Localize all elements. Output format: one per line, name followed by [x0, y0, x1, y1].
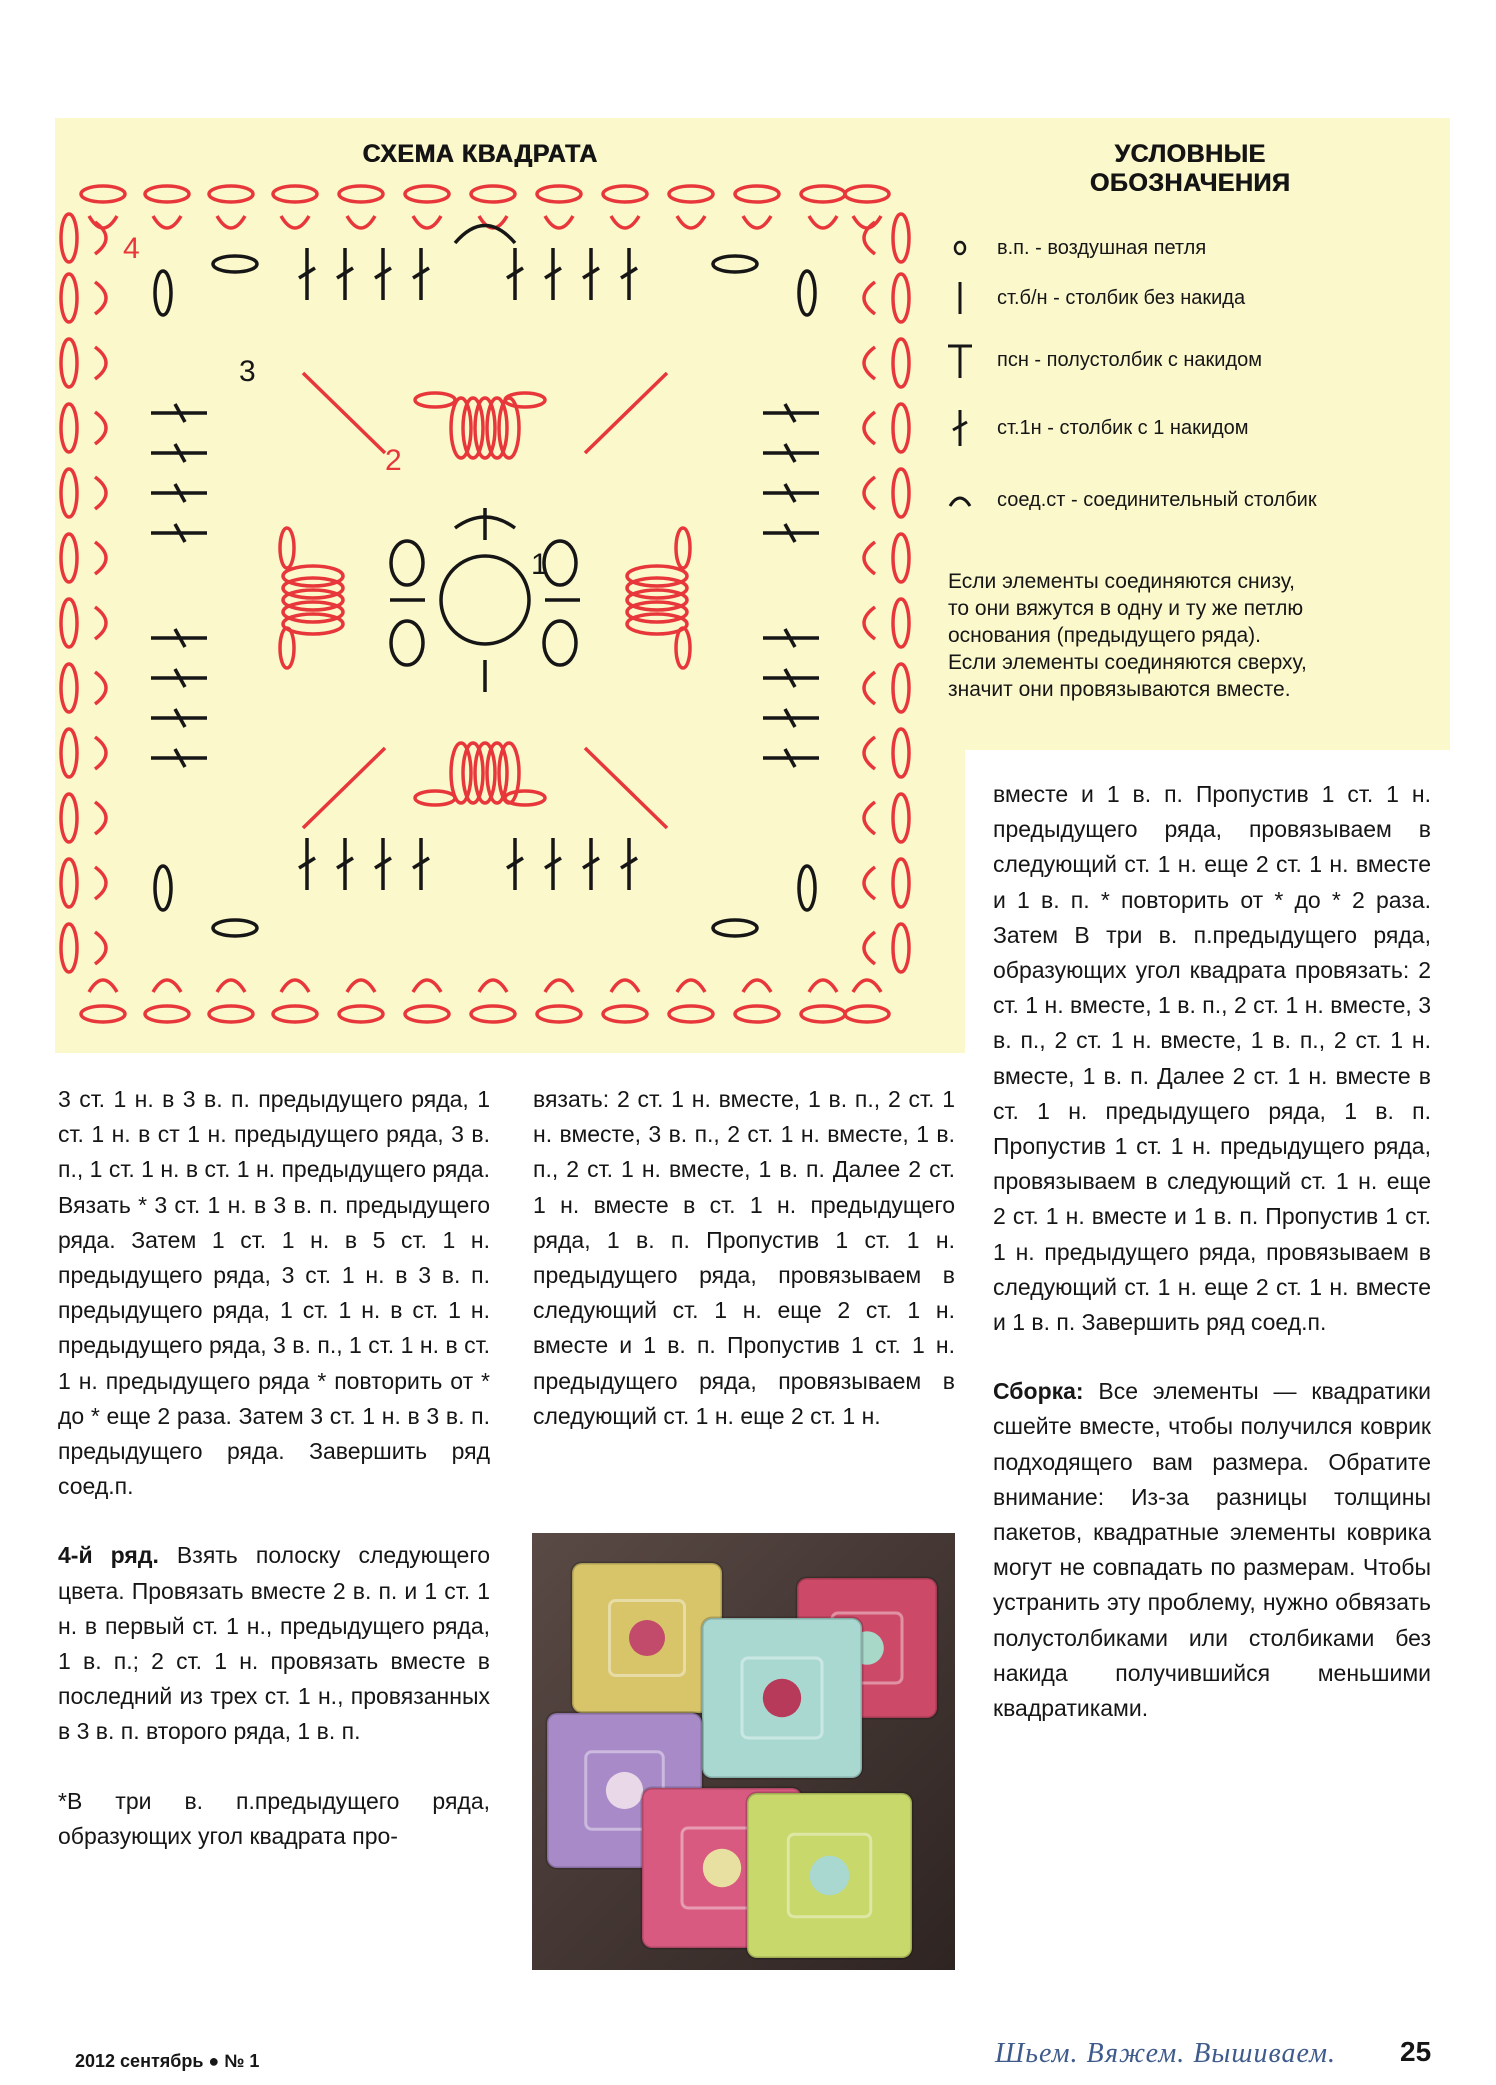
chain-stitch — [735, 1006, 779, 1022]
chain-stitch — [505, 791, 545, 805]
stitch-pair — [95, 672, 106, 704]
corner-chain — [799, 866, 815, 910]
stitch-pair — [95, 412, 106, 444]
stitch-pair — [217, 980, 245, 992]
stitch-pair — [95, 282, 106, 314]
legend-item-single-crochet — [935, 278, 1245, 318]
round-4-label: 4 — [123, 232, 140, 265]
chain-stitch — [61, 534, 77, 582]
chain-stitch — [893, 339, 909, 387]
legend-item-chain — [935, 228, 1206, 268]
stitch-pair — [545, 216, 573, 228]
chain-stitch — [603, 186, 647, 202]
diagram-title: СХЕМА КВАДРАТА — [362, 140, 598, 168]
crochet-squares-photo — [532, 1533, 955, 1970]
stitch-pair — [853, 980, 881, 992]
stitch-pair — [743, 216, 771, 228]
chain-stitch — [61, 664, 77, 712]
chain-stitch — [61, 214, 77, 262]
text-column-1 — [58, 1082, 490, 1854]
stitch-pair — [809, 216, 837, 228]
corner-double-crochet — [585, 748, 667, 828]
legend-item-text: ст.б/н - столбик без накида — [997, 286, 1246, 309]
cluster-stitch — [475, 398, 495, 458]
stitch-pair — [864, 542, 875, 574]
assembly-instructions — [993, 1374, 1431, 1726]
corner-double-crochet — [303, 748, 385, 828]
chain-stitch — [61, 599, 77, 647]
note-line: то они вяжутся в одну и ту же петлю — [948, 597, 1304, 620]
chain-stitch — [801, 186, 845, 202]
chain-stitch — [415, 791, 455, 805]
stitch-pair — [95, 607, 106, 639]
stitch-pair — [95, 802, 106, 834]
chain-stitch — [61, 729, 77, 777]
square-flower — [810, 1856, 850, 1896]
half-double-crochet-icon — [935, 340, 985, 380]
stitch-pair — [281, 980, 309, 992]
chain-stitch — [61, 859, 77, 907]
corner-chain — [213, 920, 257, 936]
stitch-pair — [864, 607, 875, 639]
legend-item-slip-stitch — [935, 480, 1317, 520]
corner-chain — [713, 256, 757, 272]
chain-stitch — [280, 528, 294, 568]
stitch-pair — [95, 737, 106, 769]
cluster-stitch — [487, 743, 507, 803]
assembly-text: Все элементы — квадратики сшейте вместе, чтобы получился коврик подходящего вам размера. Обратите внимание: Из-за разницы толщины пакетов, квадратные элементы коврика могут не совпадать по размерам. Чтобы устранить эту проблему, нужно обвязать полустолбиками или столбиками без накида получившийся меньшими квадратиками. — [993, 1378, 1431, 1722]
chain-stitch — [845, 1006, 889, 1022]
round-4-final: вместе и 1 в. п. Пропустив 1 ст. 1 н. предыдущего ряда, провязываем в следующий ст. 1 н. еще 2 ст. 1 н. вместе и 1 в. п. * повторить от * до * 2 раза. Затем В три в. п.предыдущего ряда, образующих угол квадрата провязать: 2 ст. 1 н. вместе, 1 в. п., 2 ст. 1 н. вместе, 3 в. п., 2 ст. 1 н. вместе, 1 в. п., 2 ст. 1 н. вместе, 1 в. п. Далее 2 ст. 1 н. вместе в ст. 1 н. предыдущего ряда, 1 в. п. Пропустив 1 ст. 1 н. предыдущего ряда, провязываем в следующий ст. 1 н. еще 2 ст. 1 н. вместе и 1 в. п. Пропустив 1 ст. 1 н. предыдущего ряда, провязываем в следующий ст. 1 н. еще 2 ст. 1 н. вместе и 1 в. п. Завершить ряд соед.п. — [993, 781, 1431, 1336]
assembly-heading: Сборка: — [993, 1378, 1084, 1405]
corner-chain — [213, 256, 257, 272]
round-3-stitches — [151, 226, 819, 937]
stitch-pair — [413, 980, 441, 992]
chain-stitch — [61, 274, 77, 322]
stitch-pair — [853, 216, 881, 228]
chain-stitch — [339, 1006, 383, 1022]
cluster-stitch — [283, 578, 343, 598]
stitch-pair — [864, 737, 875, 769]
round-1-stitch — [391, 541, 423, 585]
legend-item-double-crochet — [935, 408, 1249, 448]
square-flower — [629, 1620, 665, 1656]
stitch-pair — [479, 980, 507, 992]
round-4-instructions — [58, 1538, 490, 1749]
cluster-stitch — [627, 566, 687, 586]
note-line: основания (предыдущего ряда). — [948, 624, 1261, 647]
cluster-stitch — [463, 743, 483, 803]
round-4-chain-border — [61, 186, 909, 1022]
chain-stitch — [81, 186, 125, 202]
chain-stitch — [339, 186, 383, 202]
chain-stitch — [537, 1006, 581, 1022]
stitch-pair — [95, 932, 106, 964]
text-column-3 — [993, 777, 1431, 1726]
chain-stitch — [893, 924, 909, 972]
cluster-stitch — [451, 398, 471, 458]
corner-chain — [155, 271, 171, 315]
square-flower — [703, 1849, 741, 1887]
cluster-stitch — [475, 743, 495, 803]
stitch-pair — [611, 980, 639, 992]
cluster-stitch — [487, 398, 507, 458]
stitch-pair — [217, 216, 245, 228]
stitch-pair — [864, 282, 875, 314]
stitch-pair — [413, 216, 441, 228]
stitch-pair — [864, 347, 875, 379]
round-3-label: 3 — [239, 355, 256, 388]
round-4-heading: 4-й ряд. — [58, 1542, 159, 1569]
stitch-pair — [864, 867, 875, 899]
slip-stitch — [455, 226, 515, 244]
chain-stitch — [61, 469, 77, 517]
stitch-pair — [864, 412, 875, 444]
chain-stitch — [893, 534, 909, 582]
magic-ring — [441, 556, 529, 644]
chain-stitch — [893, 599, 909, 647]
stitch-pair — [809, 980, 837, 992]
page-number: 25 — [1400, 2036, 1432, 2067]
round-4-text: Взять полоску следующего цвета. Провязать вместе 2 в. п. и 1 ст. 1 н. в первый ст. 1 н., предыдущего ряда, 1 в. п.; 2 ст. 1 н. провязать вместе в последний из трех ст. 1 н., провязанных в 3 в. п. второго ряда, 1 в. п. — [58, 1542, 490, 1745]
legend-item-text: в.п. - воздушная петля — [997, 236, 1207, 259]
stitch-pair — [864, 802, 875, 834]
chain-stitch — [669, 1006, 713, 1022]
note-line: Если элементы соединяются снизу, — [948, 570, 1295, 593]
chain-stitch — [669, 186, 713, 202]
chain-stitch — [676, 528, 690, 568]
chain-stitch — [471, 186, 515, 202]
chain-stitch — [81, 1006, 125, 1022]
corner-chain — [799, 271, 815, 315]
legend-item-half-double — [935, 340, 1262, 380]
corner-chain — [155, 866, 171, 910]
stitch-pair — [95, 477, 106, 509]
stitch-pair — [677, 980, 705, 992]
chain-stitch — [801, 1006, 845, 1022]
round-3-instructions: 3 ст. 1 н. в 3 в. п. предыдущего ряда, 1 ст. 1 н. в ст 1 н. предыдущего ряда, 3 в. п., 1 ст. 1 н. в ст. 1 н. предыдущего ряда. Вязать * 3 ст. 1 н. в 3 в. п. предыдущего ряда. Затем 1 ст. 1 н. в 5 ст. 1 н. предыдущего ряда, 3 ст. 1 н. в 3 в. п. предыдущего ряда, 1 ст. 1 н. в ст. 1 н. предыдущего ряда, 3 в. п., 1 ст. 1 н. в ст. 1 н. предыдущего ряда * повторить от * до * еще 2 раза. Затем 3 ст. 1 н. в 3 в. п. предыдущего ряда. Завершить ряд соед.п. — [58, 1086, 490, 1500]
stitch-pair — [347, 980, 375, 992]
chain-stitch — [61, 404, 77, 452]
chain-stitch — [405, 1006, 449, 1022]
chain-stitch — [280, 628, 294, 668]
chain-stitch — [415, 393, 455, 407]
chain-stitch — [61, 339, 77, 387]
stitch-pair — [95, 867, 106, 899]
round-2-label: 2 — [385, 444, 402, 477]
slip-stitch-icon — [935, 480, 985, 520]
chain-stitch — [893, 274, 909, 322]
chain-stitch — [893, 469, 909, 517]
corner-footnote: *В три в. п.предыдущего ряда, образующих угол квадрата про- — [58, 1787, 490, 1849]
chain-stitch — [603, 1006, 647, 1022]
cluster-stitch — [283, 602, 343, 622]
magazine-brand: Шьем. Вяжем. Вышиваем. — [995, 2038, 1337, 2069]
chain-stitch — [735, 186, 779, 202]
round-1-stitch — [544, 541, 576, 585]
cluster-stitch — [627, 590, 687, 610]
stitch-pair — [743, 980, 771, 992]
chain-stitch — [273, 1006, 317, 1022]
stitch-pair — [545, 980, 573, 992]
square-flower — [763, 1679, 801, 1717]
chain-stitch — [61, 924, 77, 972]
legend-item-text: псн - полустолбик с накидом — [997, 348, 1263, 371]
note-line: значит они провязываются вместе. — [948, 678, 1291, 701]
chain-stitch — [893, 664, 909, 712]
chain-stitch — [893, 794, 909, 842]
round-1-stitch — [544, 621, 576, 665]
legend-item-text: соед.ст - соединительный столбик — [997, 488, 1317, 511]
chain-stitch — [676, 628, 690, 668]
stitch-pair — [281, 216, 309, 228]
chain-stitch — [61, 794, 77, 842]
legend-title-line1: УСЛОВНЫЕ — [1114, 140, 1266, 168]
stitch-pair — [89, 980, 117, 992]
chain-stitch — [537, 186, 581, 202]
stitch-pair — [89, 216, 117, 228]
corner-double-crochet — [585, 373, 667, 453]
note-line: Если элементы соединяются сверху, — [948, 651, 1307, 674]
chain-stitch — [145, 1006, 189, 1022]
legend-item-text: ст.1н - столбик с 1 накидом — [997, 416, 1249, 439]
cluster-stitch — [283, 590, 343, 610]
single-crochet-icon — [935, 278, 985, 318]
round-4-continued: вязать: 2 ст. 1 н. вместе, 1 в. п., 2 ст. 1 н. вместе, 3 в. п., 2 ст. 1 н. вместе, 1 в. п., 2 ст. 1 н. вместе, 1 в. п. Далее 2 ст. 1 н. вместе в ст. 1 н. предыдущего ряда, 1 в. п. Пропустив 1 ст. 1 н. предыдущего ряда, провязываем в следующий ст. 1 н. еще 2 ст. 1 н. вместе и 1 в. п. Пропустив 1 ст. 1 н. предыдущего ряда, провязываем в следующий ст. 1 н. еще 2 ст. 1 н. — [533, 1086, 955, 1429]
round-1-stitch — [391, 621, 423, 665]
chain-stitch — [893, 404, 909, 452]
cluster-stitch — [627, 602, 687, 622]
corner-chain — [713, 920, 757, 936]
cluster-stitch — [463, 398, 483, 458]
text-column-2 — [533, 1082, 955, 1434]
stitch-pair — [95, 542, 106, 574]
square-flower — [606, 1772, 643, 1809]
corner-double-crochet — [303, 373, 385, 453]
crochet-square-chart — [55, 168, 915, 1038]
stitch-pair — [864, 932, 875, 964]
stitch-pair — [153, 980, 181, 992]
double-crochet-icon — [935, 408, 985, 448]
chain-stitch-icon — [935, 228, 985, 268]
stitch-pair — [347, 216, 375, 228]
stitch-pair — [611, 216, 639, 228]
chain-stitch — [845, 186, 889, 202]
stitch-pair — [677, 216, 705, 228]
chain-stitch — [145, 186, 189, 202]
chain-stitch — [209, 1006, 253, 1022]
chain-stitch — [471, 1006, 515, 1022]
chain-stitch — [209, 186, 253, 202]
cluster-stitch — [627, 578, 687, 598]
issue-label: 2012 сентябрь ● № 1 — [75, 2051, 260, 2071]
stitch-pair — [95, 347, 106, 379]
round-1-label: 1 — [531, 548, 548, 581]
chain-stitch — [893, 214, 909, 262]
chain-stitch — [405, 186, 449, 202]
stitch-pair — [153, 216, 181, 228]
chain-stitch — [273, 186, 317, 202]
round-2-stitches — [280, 373, 690, 828]
joining-note — [948, 568, 1428, 703]
chain-stitch — [893, 729, 909, 777]
stitch-pair — [864, 477, 875, 509]
round-1-stitches — [390, 508, 580, 692]
chain-stitch — [893, 859, 909, 907]
cluster-stitch — [283, 566, 343, 586]
legend-title-line2: ОБОЗНАЧЕНИЯ — [1089, 169, 1291, 197]
stitch-pair — [864, 672, 875, 704]
